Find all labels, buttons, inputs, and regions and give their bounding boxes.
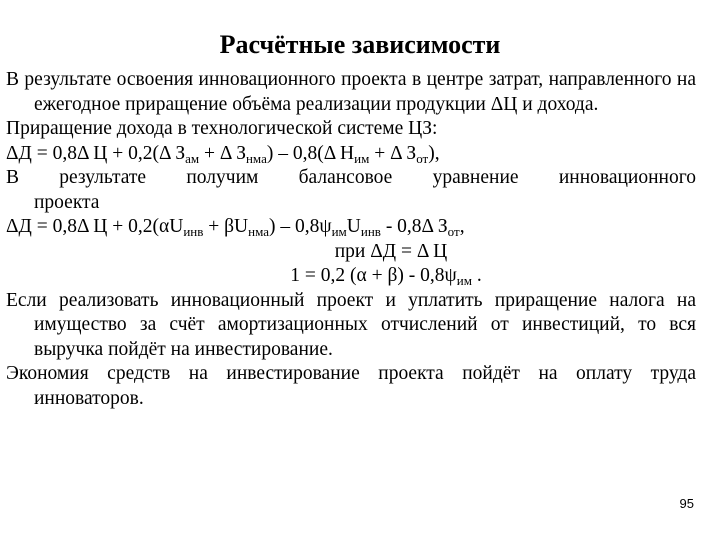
formula-condition: при ΔД = Δ Ц (334, 240, 448, 262)
page-number: 95 (679, 496, 694, 511)
formula-income-increment: ΔД = 0,8Δ Ц + 0,2(Δ $З_{ам} + \Delta$ $З_{нма}) - 0,8(\Delta$ $Н_{им} + \Delta$ $З_{от}$), (6, 142, 440, 166)
formula-balance-equation: ΔД = 0,8Δ $Ц + 0,2(\alpha U_{инв} + \beta U_{нма}) - 0,8\psi_{им}U_{инв} - 0,8\Delta$ $З_{от}$, (6, 216, 465, 239)
paragraph-income-increment: Приращение дохода в технологической системе ЦЗ: (6, 118, 438, 139)
paragraph-balance-equation-cont: проекта (34, 191, 100, 213)
slide-body (6, 68, 696, 411)
paragraph-intro: В результате освоения инновационного проекта в центре затрат, направленного на ежегодное приращение объёма реализации продукции ΔЦ и дохода. (6, 69, 696, 115)
paragraph-savings: Экономия средств на инвестирование проекта пойдёт на оплату труда инноваторов. (6, 363, 696, 409)
slide-title: Расчётные зависимости (219, 30, 501, 59)
formula-result: 1 = 0,2 $(\alpha + \beta) - 0,8\psi_{им}$ . (290, 265, 482, 288)
paragraph-tax-investment: Если реализовать инновационный проект и уплатить приращение налога на имущество за счёт амортизационных отчислений от инвестиций, то вся выручка пойдёт на инвестирование. (6, 289, 696, 360)
paragraph-balance-equation: В результате получим балансовое уравнение инновационного (6, 167, 696, 188)
